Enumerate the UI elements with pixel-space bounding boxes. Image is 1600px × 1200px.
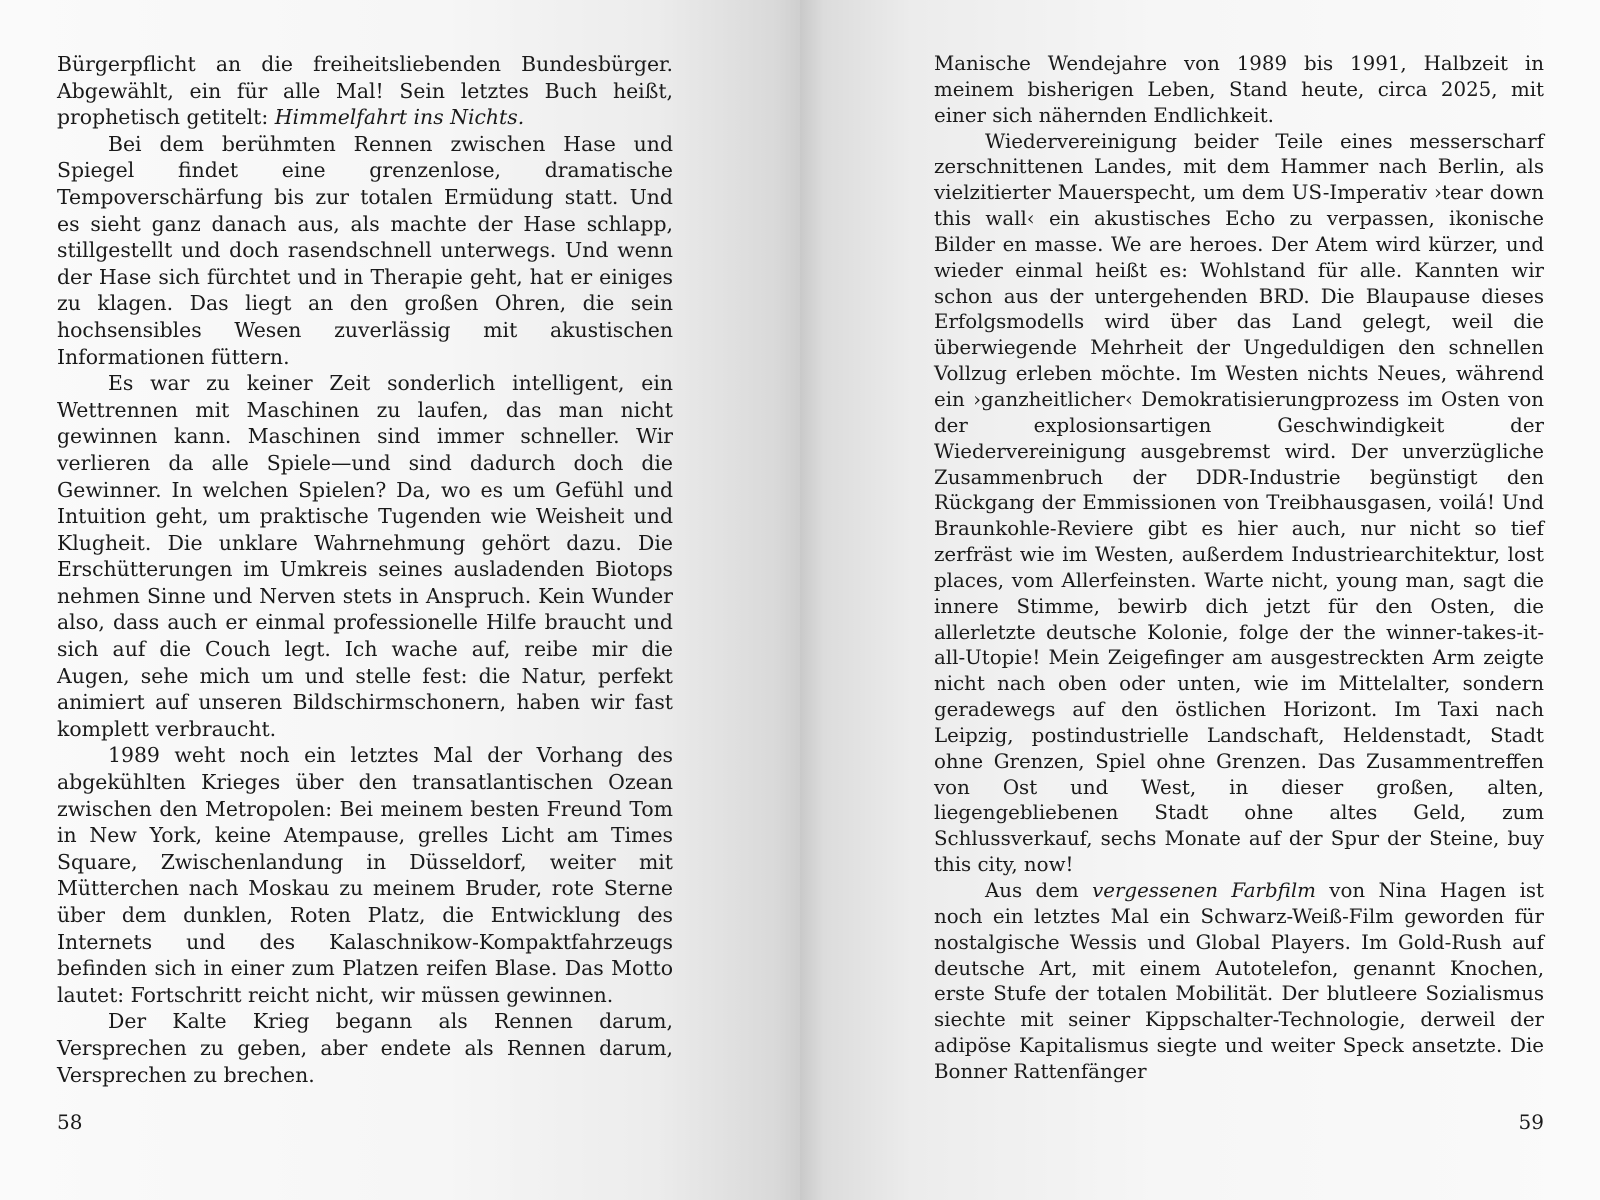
paragraph: Wiedervereinigung beider Teile eines messerscharf zerschnittenen Landes, mit dem Hammer nach Berlin, als vielzitierter Mauerspecht, um dem US-Imperativ ›tear down this wall‹ ein akustisches Echo zu verpassen, ikonische Bilder en masse. We are heroes. Der Atem wird kürzer, und wieder einmal heißt es: Wohlstand für alle. Kannten wir schon aus der untergehenden BRD. Die Blaupause dieses Erfolgsmodells wird über das Land gelegt, weil die überwiegende Mehrheit der Ungeduldigen den schnellen Vollzug erleben möchte. Im Westen nichts Neues, während ein ›ganzheitlicher‹ Demokratisierungprozess im Osten von der explosionsartigen Geschwindigkeit der Wiedervereinigung ausgebremst wird. Der unverzügliche Zusammenbruch der DDR-Industrie begünstigt den Rückgang der Emmissionen von Treibhausgasen, voilá! Und Braunkohle-Reviere gibt es hier auch, nur nicht so tief zerfräst wie im Westen, außerdem Industriearchitektur, lost places, vom Allerfeinsten. Warte nicht, young man, sagt die innere Stimme, bewirb dich jetzt für den Osten, die allerletzte deutsche Kolonie, folge der the winner-takes-it-all-Utopie! Mein Zeigefinger am ausgestreckten Arm zeigte nicht nach oben oder unten, wie im Mittelalter, sondern geradewegs auf den östlichen Horizont. Im Taxi nach Leipzig, postindustrielle Landschaft, Heldenstadt, Stadt ohne Grenzen, Spiel ohne Grenzen. Das Zusammentreffen von Ost und West, in dieser großen, alten, liegengebliebenen Stadt ohne altes Geld, zum Schlussverkauf, sechs Monate auf der Spur der Steine, buy this city, now! — [934, 129, 1544, 877]
paragraph: Aus dem vergessenen Farbfilm von Nina Hagen ist noch ein letztes Mal ein Schwarz-Weiß-Film geworden für nostalgische Wessis und Global Players. Im Gold-Rush auf deutsche Art, mit einem Autotelefon, genannt Knochen, erste Stufe der totalen Mobilität. Der blutleere Sozialismus siechte mit seiner Kippschalter-Technologie, derweil der adipöse Kapitalismus siegte und weiter Speck ansetzte. Die Bonner Rattenfänger — [934, 879, 1544, 1083]
right-page-text — [934, 51, 1544, 1085]
film-title: vergessenen Farbfilm — [1092, 879, 1316, 902]
paragraph: 1989 weht noch ein letztes Mal der Vorhang des abgekühlten Krieges über den transatlantischen Ozean zwischen den Metropolen: Bei meinem besten Freund Tom in New York, keine Atempause, grelles Licht am Times Square, Zwischenlandung in Düsseldorf, weiter mit Mütterchen nach Moskau zu meinem Bruder, rote Sterne über dem dunklen, Roten Platz, die Entwicklung des Internets und des Kalaschnikow-Kompaktfahrzeugs befinden sich in einer zum Platzen reifen Blase. Das Motto lautet: Fortschritt reicht nicht, wir müssen gewinnen. — [57, 743, 673, 1007]
paragraph: Bürgerpflicht an die freiheitsliebenden Bundesbürger. Abgewählt, ein für alle Mal! Sein letztes Buch heißt, prophetisch getitelt: Himmelfahrt ins Nichts. — [57, 52, 673, 130]
paragraph: Der Kalte Krieg begann als Rennen darum, Versprechen zu geben, aber endete als Rennen darum, Versprechen zu brechen. — [57, 1009, 673, 1087]
paragraph: Manische Wendejahre von 1989 bis 1991, Halbzeit in meinem bisherigen Leben, Stand heute, circa 2025, mit einer sich nähernden Endlichkeit. — [934, 52, 1544, 127]
left-page-text — [57, 51, 673, 1088]
page-number: 58 — [57, 1110, 83, 1134]
book-title: Himmelfahrt ins Nichts. — [274, 105, 525, 130]
paragraph: Bei dem berühmten Rennen zwischen Hase und Spiegel findet eine grenzenlose, dramatische Tempoverschärfung bis zur totalen Ermüdung statt. Und es sieht ganz danach aus, als machte der Hase schlapp, stillgestellt und doch rasendschnell unterwegs. Und wenn der Hase sich fürchtet und in Therapie geht, hat er einiges zu klagen. Das liegt an den großen Ohren, die sein hochsensibles Wesen zuverlässig mit akustischen Informationen füttern. — [57, 131, 673, 369]
page-number: 59 — [1518, 1110, 1544, 1134]
right-page — [800, 0, 1600, 1200]
paragraph: Es war zu keiner Zeit sonderlich intelligent, ein Wettrennen mit Maschinen zu laufen, das man nicht gewinnen kann. Maschinen sind immer schneller. Wir verlieren da alle Spiele—und sind dadurch doch die Gewinner. In welchen Spielen? Da, wo es um Gefühl und Intuition geht, um praktische Tugenden wie Weisheit und Klugheit. Die unklare Wahrnehmung gehört dazu. Die Erschütterungen im Umkreis seines ausladenden Biotops nehmen Sinne und Nerven stets in Anspruch. Kein Wunder also, dass auch er einmal professionelle Hilfe braucht und sich auf die Couch legt. Ich wache auf, reibe mir die Augen, sehe mich um und stelle fest: die Natur, perfekt animiert auf unseren Bildschirmschonern, haben wir fast komplett verbraucht. — [57, 371, 673, 741]
